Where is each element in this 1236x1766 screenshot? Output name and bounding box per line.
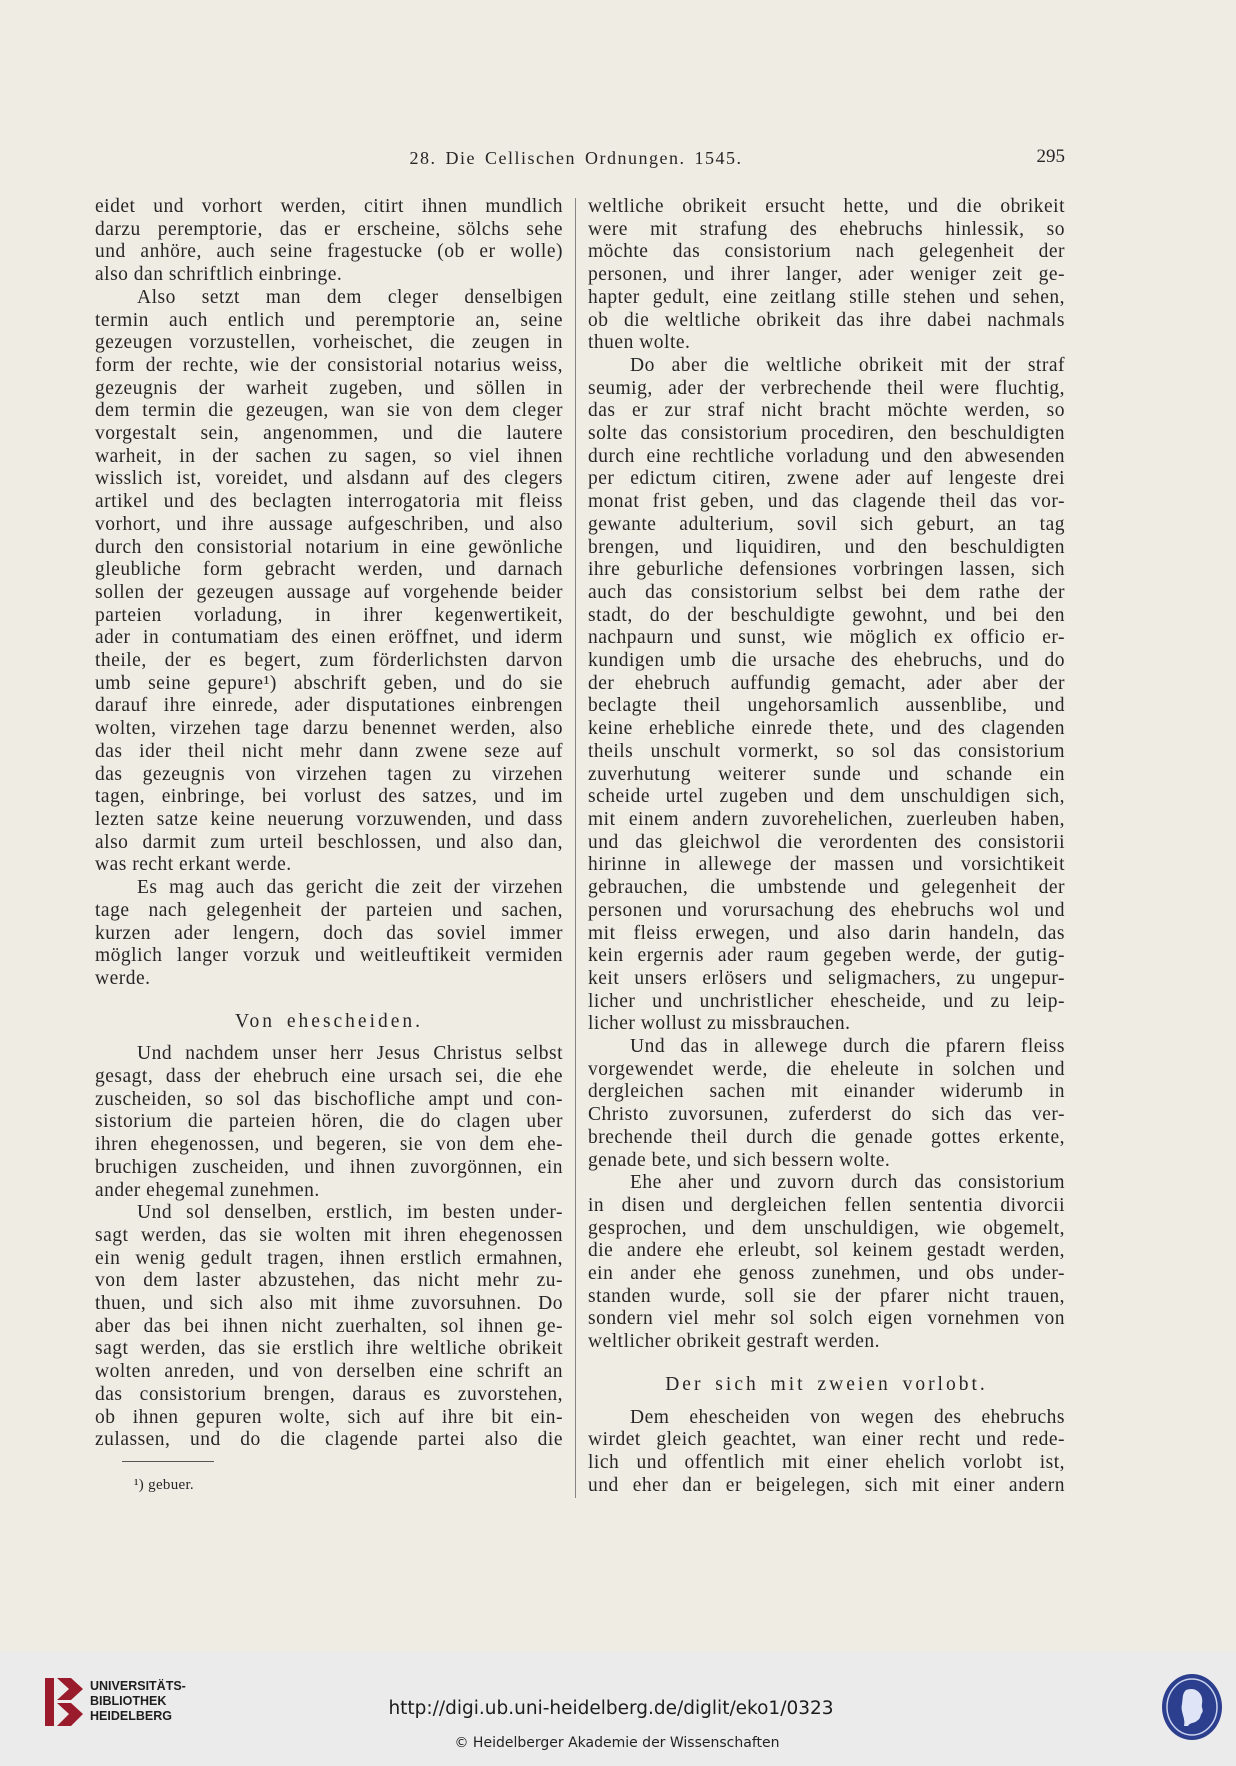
section-heading: Von ehescheiden. [234,1010,424,1032]
text-line: gezeugen vorzustellen, vorheischet, die zeugen in [95,332,563,354]
text-line: seumig, ader der verbrechende theil were fluchtig, [588,377,1065,399]
text-line: ander ehegemal zunehmen. [95,1179,320,1201]
text-line: warheit, in der sachen zu sagen, so viel ihnen [95,445,563,467]
text-line: der ehebruch auffundig gemacht, ader aber der [588,672,1065,694]
text-line: Dem ehescheiden von wegen des ehebruchs [630,1406,1065,1428]
text-line: möglich langer vorzuk und weitleuftikeit vermiden [95,945,563,967]
text-line: Do aber die weltliche obrikeit mit der straf [630,354,1065,376]
text-line: Und sol denselben, erstlich, im besten under- [137,1202,563,1224]
text-line: Christo zuvorsunen, zuferderst do sich das ver- [588,1104,1065,1126]
paragraph [588,1407,1065,1498]
right-text-column [588,196,1065,1497]
text-line: Und nachdem unser herr Jesus Christus selbst [137,1043,563,1065]
text-line: kurzen ader lengern, doch das soviel immer [95,922,563,944]
text-line: were mit strafung des ehebruchs hinlessik, so [588,218,1065,240]
copyright-notice: © Heidelberger Akademie der Wissenschaften [454,1735,780,1751]
text-line: wolten, virzehen tage darzu benennet werden, also [95,718,563,740]
text-line: per edictum citiren, zwene ader auf lengeste drei [588,468,1065,490]
text-line: durch den consistorial notarium in eine gewönliche [95,536,563,558]
text-line: weltlicher obrikeit gestraft werden. [588,1331,880,1353]
text-line: das ider theil nicht mehr dann zwene seze auf [95,740,563,762]
text-line: licher wollust zu missbrauchen. [588,1013,851,1035]
text-line: termin auch entlich und peremptorie an, seine [95,309,563,331]
text-line: parteien vorladung, in ihrer kegenwertikeit, [95,604,563,626]
text-line: bruchigen zuscheiden, und ihnen zuvorgönnen, ein [95,1156,563,1178]
ub-heidelberg-logo-icon [43,1676,85,1728]
text-line: dergleichen sachen mit einander widerumb in [588,1081,1065,1103]
text-line: auch das consistorium selbst bei dem rathe der [588,581,1065,603]
text-line: thuen wolte. [588,332,691,354]
text-line: umb seine gepure¹) abschrift geben, und do sie [95,672,563,694]
text-line: die andere ehe erleubt, sol keinem gestadt werden, [588,1240,1065,1262]
text-line: möchte das consistorium nach gelegenheit der [588,241,1065,263]
text-line: personen und vorursachung des ehebruchs wol und [588,899,1065,921]
text-line: also dan schriftlich einbringe. [95,264,343,286]
text-line: scheide urtel zugeben und dem unschuldigen sich, [588,786,1065,808]
text-line: zuverhutung weiterer sunde und schande ein [588,763,1065,785]
library-name-line: HEIDELBERG [90,1709,172,1723]
paragraph [588,1036,1065,1172]
text-line: ihre geburliche defensiones vorbringen lassen, sich [588,559,1065,581]
text-line: kein ergernis ader raum gegeben werde, der gutig- [588,945,1065,967]
text-line: wirdet gleich geachtet, wan einer recht und rede- [588,1429,1065,1451]
text-line: hirinne in allewege der massen und vorsichtikeit [588,854,1065,876]
section-heading: Der sich mit zweien vorlobt. [665,1373,988,1395]
text-line: tagen, einbringe, bei vorlust des satzes, und im [95,786,563,808]
text-line: ein wenig gedult tragen, ihnen erstlich ermahnen, [95,1247,563,1269]
text-line: das consistorium brengen, daraus es zuvorstehen, [95,1383,563,1405]
text-line: monat frist geben, und das clagende theil das vor- [588,491,1065,513]
text-line: vorgewendet werde, die eheleute in solchen und [588,1058,1065,1080]
text-line: werde. [95,967,151,989]
text-line: in disen und dergleichen fellen sententia divorcii [588,1194,1065,1216]
text-line: gebrauchen, die umbstende und gelegenheit der [588,877,1065,899]
text-line: Und das in allewege durch die pfarern fleiss [630,1036,1065,1058]
text-line: und das gleichwol die verordenten des consistorii [588,831,1065,853]
text-line: durch eine rechtliche vorladung und den abwesenden [588,445,1065,467]
text-line: und anhöre, auch seine fragestucke (ob er wolle) [95,241,563,263]
text-line: personen, und ihrer langer, ader weniger zeit ge- [588,264,1065,286]
text-line: gewante adulterium, sovil sich geburt, an tag [588,513,1065,535]
library-name [90,1679,186,1724]
text-line: standen wurde, soll sie der pfarer nicht trauen, [588,1285,1065,1307]
permalink-url: http://digi.ub.uni-heidelberg.de/diglit/eko1/0323 [388,1698,834,1719]
text-line: darauf ihre einrede, ader disputationes einbrengen [95,695,563,717]
text-line: ob die weltliche obrikeit das ihre dabei nachmals [588,309,1065,331]
text-line: sistorium die parteien hören, die do clagen uber [95,1111,563,1133]
text-line: lezten satze keine neuerung vorzuwenden, und dass [95,808,563,830]
paragraph [95,287,563,877]
text-line: eidet und vorhort werden, citirt ihnen mundlich [95,196,563,217]
text-line: gesagt, dass der ehebruch eine ursach sei, die ehe [95,1066,563,1088]
text-line: das gezeugnis von virzehen tagen zu virzehen [95,763,563,785]
text-line: darzu peremptorie, das er erscheine, sölchs sehe [95,218,563,240]
text-line: keine erhebliche einrede thete, und des clagenden [588,718,1065,740]
footnote: ¹) gebuer. [134,1477,194,1493]
paragraph [95,1202,563,1452]
text-line: licher und unchristlicher ehescheide, und zu leip- [588,990,1065,1012]
text-line: gleubliche form gebracht werden, und darnach [95,559,563,581]
text-line: theile, der es begert, zum förderlichsten darvon [95,650,563,672]
text-line: theils unschult vormerkt, so sol das consistorium [588,740,1065,762]
text-line: hapter gedult, eine zeitlang stille stehen und sehen, [588,286,1065,308]
text-line: gezeugnis der warheit zugeben, und söllen in [95,377,563,399]
text-line: genade bete, und sich bessern wolte. [588,1149,891,1171]
text-line: Also setzt man dem cleger denselbigen [137,286,563,308]
text-line: tage nach gelegenheit der parteien und sachen, [95,899,563,921]
text-line: brechende theil durch die genade gottes erkente, [588,1126,1065,1148]
logo-chevron-lower [57,1703,83,1726]
text-line: von dem laster abzustehen, das nicht mehr zu- [95,1270,563,1292]
text-line: ein ander ehe genoss zunehmen, und obs under- [588,1263,1065,1285]
text-line: solte das consistorium procediren, den beschuldigten [588,423,1065,445]
paragraph [95,1043,563,1202]
text-line: Ehe aher und zuvorn durch das consistorium [630,1172,1065,1194]
text-line: ob ihnen gepuren wolte, sich auf ihre bit ein- [95,1406,563,1428]
text-line: keit unsers erlösers und seligmachers, zu ungepur- [588,967,1065,989]
text-line: also darmit zum urteil beschlossen, und also dan, [95,831,563,853]
paragraph [95,196,563,287]
text-line: ader in contumatiam des einen eröffnet, und iderm [95,627,563,649]
paragraph [588,355,1065,1036]
paragraph [588,1172,1065,1354]
library-name-line: UNIVERSITÄTS- [90,1679,186,1693]
page-number: 295 [1036,146,1065,167]
text-line: ihren ehegenossen, und begeren, sie von dem ehe- [95,1134,563,1156]
text-line: lich und offentlich mit einer ehelich vorlobt ist, [588,1451,1065,1473]
text-line: sollen der gezeugen aussage auf vorgehende beider [95,581,563,603]
text-line: sondern viel mehr sol solch eigen vornehmen von [588,1308,1065,1330]
text-line: weltliche obrikeit ersucht hette, und die obrikeit [588,196,1065,217]
column-divider [575,198,576,1498]
text-line: kundigen umb die ursache des ehebruchs, und do [588,650,1065,672]
text-line: form der rechte, wie der consistorial notarius weiss, [95,354,563,376]
text-line: gesprochen, und dem unschuldigen, wie obgemelt, [588,1217,1065,1239]
logo-chevron-upper [57,1678,83,1700]
text-line: stadt, do der beschuldigte gewohnt, und bei den [588,604,1065,626]
library-name-line: BIBLIOTHEK [90,1694,167,1708]
text-line: wisslich ist, voreidet, und alsdann auf des clegers [95,468,563,490]
text-line: sagt werden, das sie wolten mit ihren ehegenossen [95,1224,563,1246]
text-line: aber das bei ihnen nicht zuerhalten, sol ihnen ge- [95,1315,563,1337]
left-text-column [95,196,563,1452]
text-line: mit fleiss erwegen, und also darin handeln, das [588,922,1065,944]
paragraph [588,196,1065,355]
text-line: brengen, und liquidiren, und den beschuldigten [588,536,1065,558]
akademie-seal-icon [1160,1672,1224,1742]
text-line: vorgestalt sein, angenommen, und die lautere [95,423,563,445]
text-line: artikel und des beclagten interrogatoria mit fleiss [95,491,563,513]
footnote-rule [122,1461,214,1462]
text-line: zulassen, und do die clagende partei also die [95,1429,563,1451]
text-line: wolten anreden, und von derselben eine schrift an [95,1361,563,1383]
logo-bar [45,1678,54,1726]
text-line: das er zur straf nicht bracht möchte werden, so [588,400,1065,422]
text-line: vorhort, und ihre aussage aufgeschriben, und also [95,513,563,535]
text-line: beclagte theil ungehorsamlich aussenblibe, und [588,695,1065,717]
running-title: 28. Die Cellischen Ordnungen. 1545. [409,148,743,168]
text-line: dem termin die gezeugen, wan sie von dem cleger [95,400,563,422]
text-line: sagt werden, das sie erstlich ihre weltliche obrikeit [95,1338,563,1360]
text-line: was recht erkant werde. [95,854,292,876]
text-line: nachpaurn und sunst, wie möglich ex officio er- [588,627,1065,649]
text-line: mit einem andern zuvorehelichen, zuerleuben haben, [588,808,1065,830]
paragraph [95,877,563,991]
text-line: thuen, und sich also mit ihme zuvorsuhnen. Do [95,1293,563,1315]
text-line: Es mag auch das gericht die zeit der virzehen [137,877,563,899]
text-line: und eher dan er beigelegen, sich mit einer andern [588,1474,1065,1496]
text-line: zuscheiden, so sol das bischofliche ampt und con- [95,1088,563,1110]
